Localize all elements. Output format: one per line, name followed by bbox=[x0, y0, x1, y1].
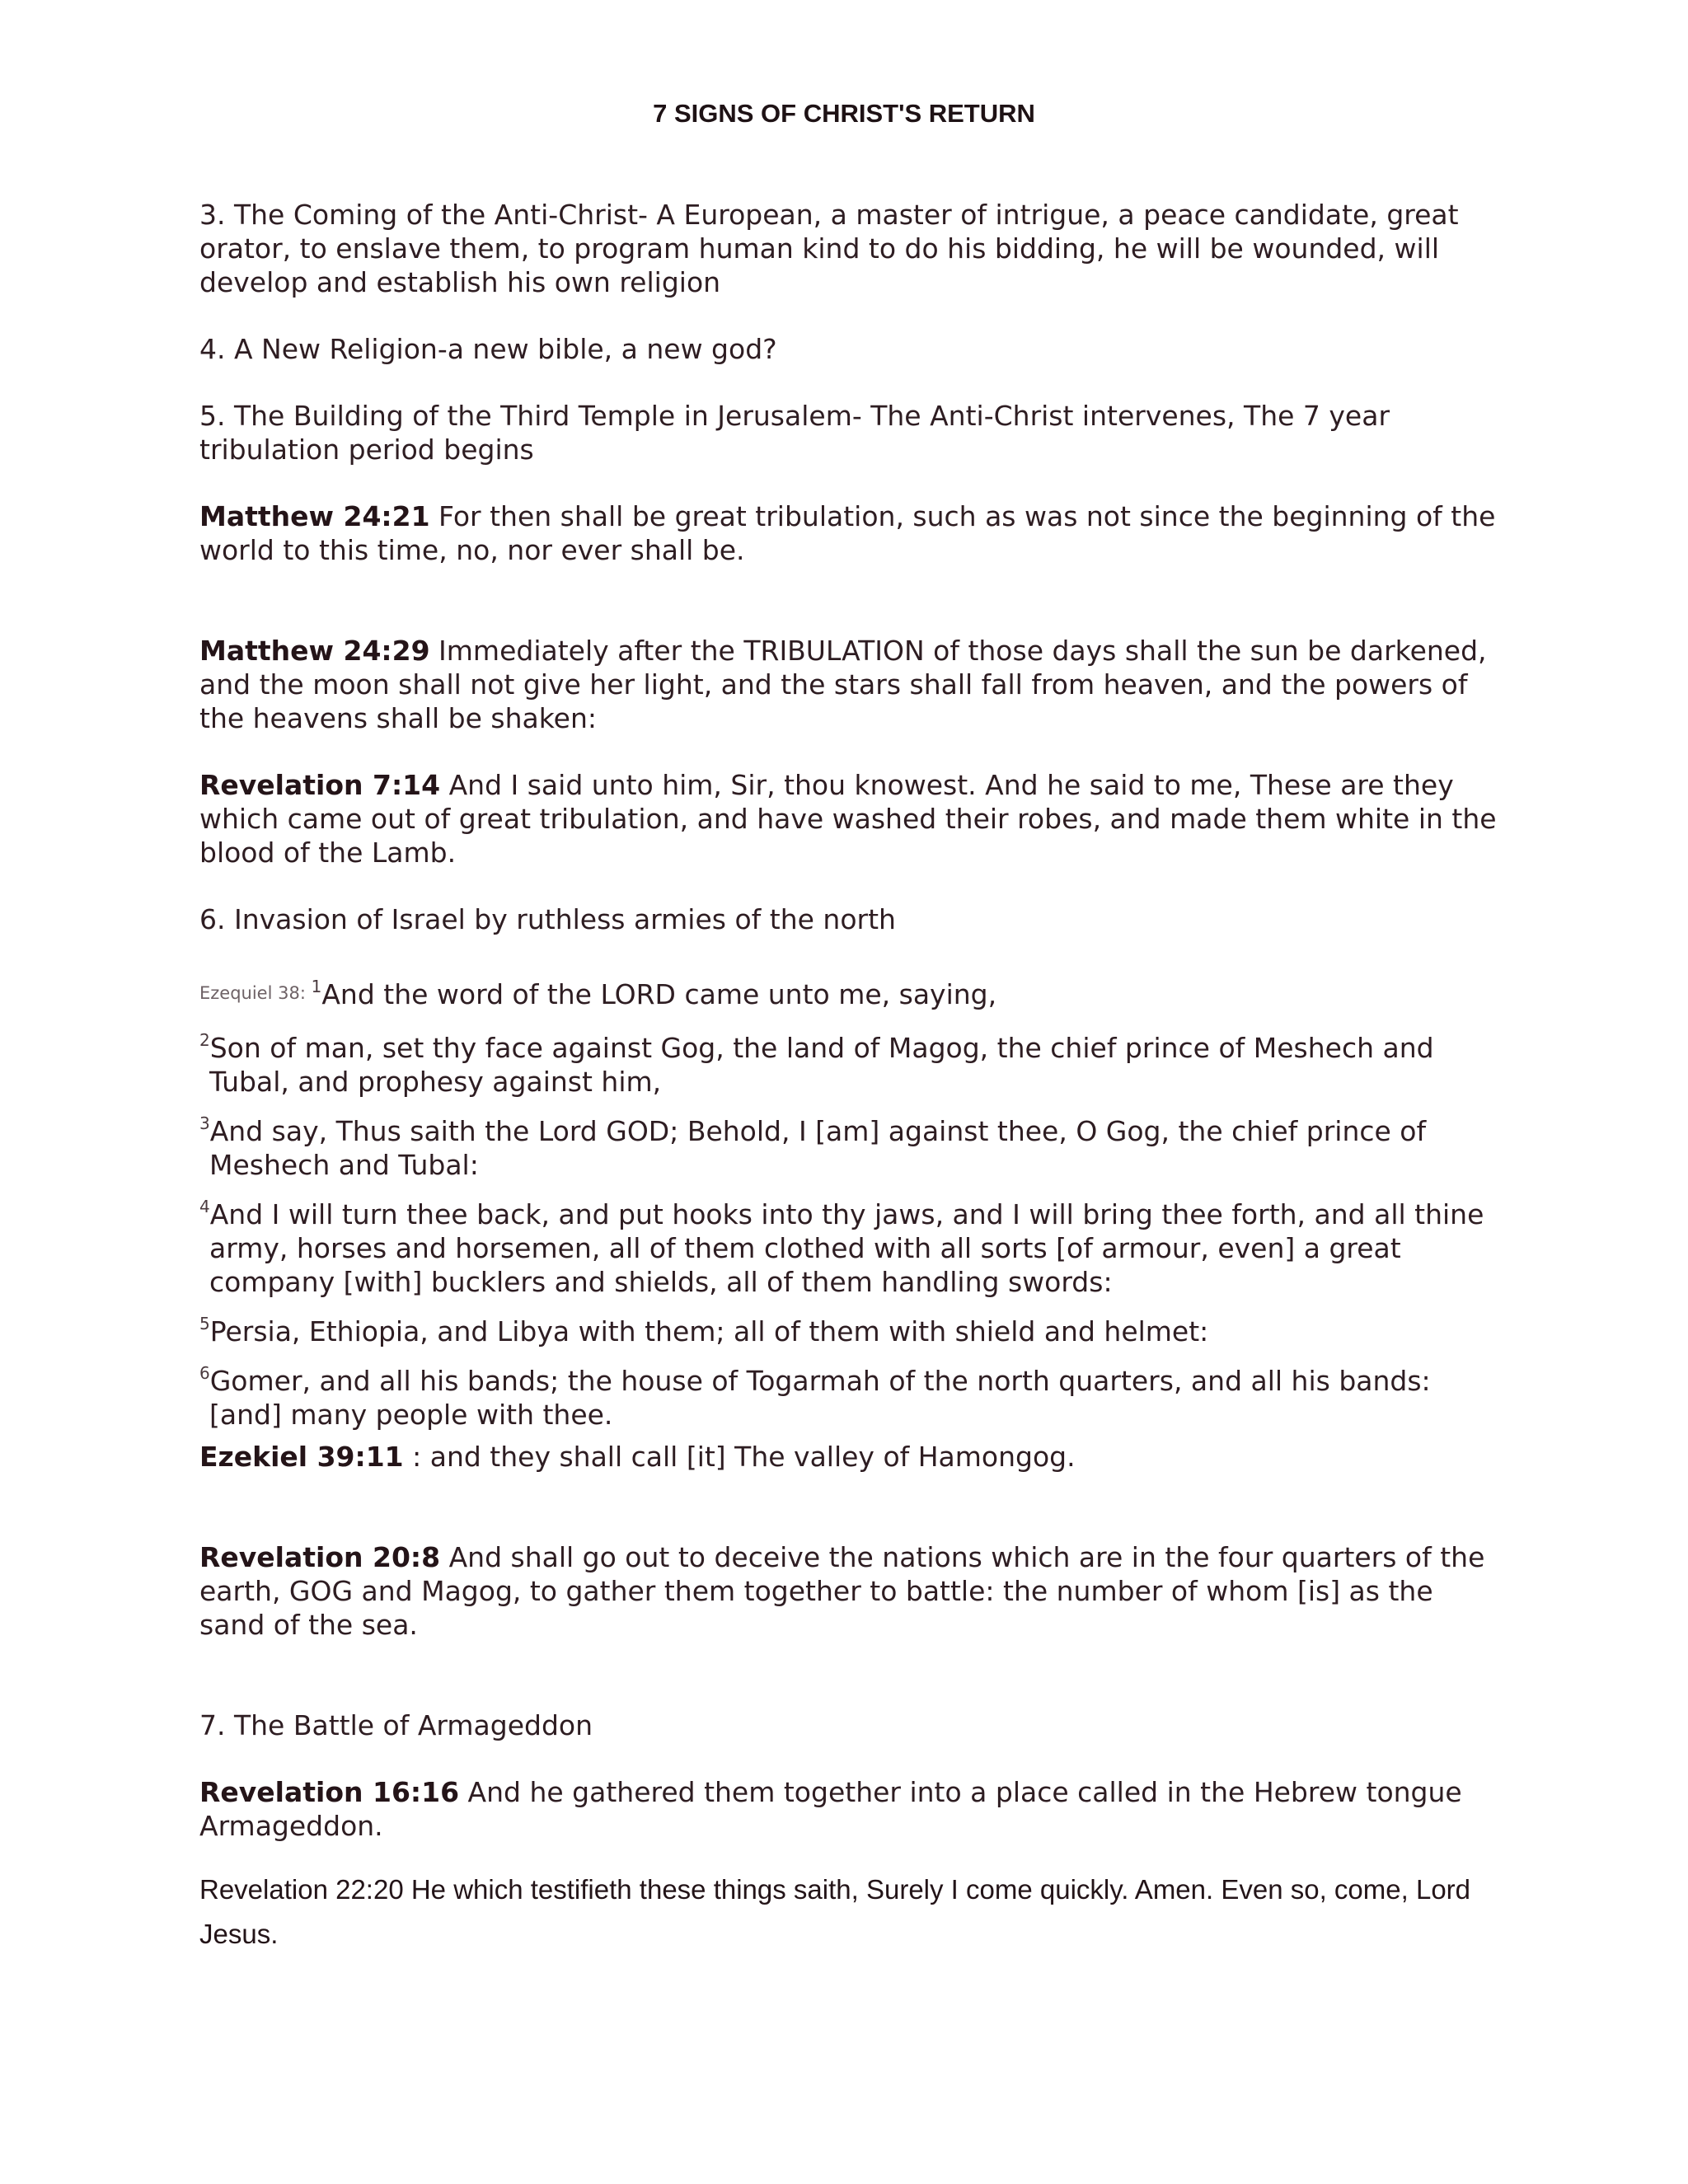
verse-text: And he gathered them together into a place called in the Hebrew tongue Armageddon. bbox=[199, 1776, 1462, 1842]
verse-text: For then shall be great tribulation, such as was not since the beginning of the world to this time, no, nor ever shall be. bbox=[199, 500, 1496, 566]
ezekiel-verse-4 bbox=[199, 1190, 1502, 1299]
verse-text: And say, Thus saith the Lord GOD; Behold, I [am] against thee, O Gog, the chief prince of Meshech and Tubal: bbox=[209, 1115, 1427, 1181]
verse-reference: Matthew 24:21 bbox=[199, 500, 430, 532]
verse-reference: Revelation 7:14 bbox=[199, 769, 441, 801]
chapter-label: Ezequiel 38: bbox=[199, 983, 312, 1003]
verse-reference: Ezekiel 39:11 bbox=[199, 1441, 404, 1473]
verse-text: And I will turn thee back, and put hooks into thy jaws, and I will bring thee forth, and all thine army, horses and horsemen, all of them clothed with all sorts [of armour, even] a great company [with] bucklers and shields, all of them handling swords: bbox=[209, 1198, 1484, 1298]
ezekiel-verse-3 bbox=[199, 1107, 1502, 1182]
sign-6-paragraph: 6. Invasion of Israel by ruthless armies of the north bbox=[199, 903, 896, 935]
matthew-24-29-paragraph bbox=[199, 634, 1502, 735]
verse-text: And shall go out to deceive the nations which are in the four quarters of the earth, GOG and Magog, to gather them together to battle: the number of whom [is] as the sand of the sea. bbox=[199, 1541, 1485, 1641]
sign-5-paragraph: 5. The Building of the Third Temple in Jerusalem- The Anti-Christ intervenes, The 7 year tribulation period begins bbox=[199, 400, 1390, 466]
verse-text: And I said unto him, Sir, thou knowest. And he said to me, These are they which came out of great tribulation, and have washed their robes, and made them white in the blood of the Lamb. bbox=[199, 769, 1497, 869]
verse-text: Immediately after the TRIBULATION of those days shall the sun be darkened, and the moon shall not give her light, and the stars shall fall from heaven, and the powers of the heavens shall be shaken: bbox=[199, 635, 1487, 734]
ezekiel-39-11-paragraph bbox=[199, 1440, 1502, 1474]
verse-reference: Revelation 20:8 bbox=[199, 1541, 441, 1573]
verse-number: 5 bbox=[199, 1314, 210, 1333]
verse-text: Son of man, set thy face against Gog, the land of Magog, the chief prince of Meshech and Tubal, and prophesy against him, bbox=[209, 1032, 1434, 1098]
ezekiel-verse-6 bbox=[199, 1357, 1502, 1432]
sign-3-paragraph: 3. The Coming of the Anti-Christ- A European, a master of intrigue, a peace candidate, great orator, to enslave them, to program human kind to do his bidding, he will be wounded, will develop and establish his own religion bbox=[199, 199, 1459, 298]
verse-number: 6 bbox=[199, 1363, 210, 1383]
revelation-20-8-paragraph bbox=[199, 1540, 1502, 1642]
verse-number: 4 bbox=[199, 1197, 210, 1216]
revelation-22-20-paragraph: Revelation 22:20 He which testifieth these things saith, Surely I come quickly. Amen. Even so, come, Lord Jesus. bbox=[199, 1874, 1471, 1949]
document-body bbox=[199, 198, 1502, 1957]
verse-text: And the word of the LORD came unto me, saying, bbox=[321, 978, 997, 1010]
revelation-7-14-paragraph bbox=[199, 768, 1502, 869]
sign-4-paragraph: 4. A New Religion-a new bible, a new god? bbox=[199, 333, 777, 365]
verse-number: 3 bbox=[199, 1113, 210, 1133]
revelation-16-16-paragraph bbox=[199, 1775, 1502, 1843]
verse-number: 1 bbox=[311, 977, 322, 996]
verse-text: : and they shall call [it] The valley of Hamongog. bbox=[403, 1441, 1076, 1473]
matthew-24-21-paragraph bbox=[199, 499, 1502, 567]
document-title: 7 SIGNS OF CHRIST'S RETURN bbox=[653, 99, 1035, 128]
verse-reference: Matthew 24:29 bbox=[199, 635, 430, 667]
ezekiel-38-passage bbox=[199, 966, 1502, 1432]
verse-number: 2 bbox=[199, 1030, 210, 1050]
ezekiel-verse-1 bbox=[199, 966, 1502, 1015]
verse-reference: Revelation 16:16 bbox=[199, 1776, 460, 1808]
sign-7-paragraph: 7. The Battle of Armageddon bbox=[199, 1709, 593, 1741]
ezekiel-verse-2 bbox=[199, 1024, 1502, 1099]
ezekiel-verse-5 bbox=[199, 1307, 1502, 1348]
verse-text: Gomer, and all his bands; the house of Togarmah of the north quarters, and all his bands: [and] many people with thee. bbox=[209, 1365, 1431, 1431]
verse-text: Persia, Ethiopia, and Libya with them; all of them with shield and helmet: bbox=[209, 1315, 1209, 1347]
